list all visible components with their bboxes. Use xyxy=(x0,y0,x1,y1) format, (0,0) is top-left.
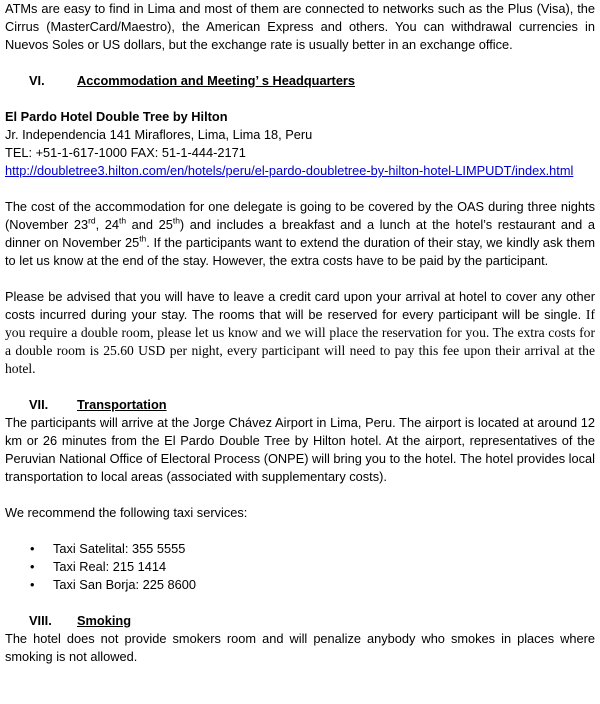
section-title: Accommodation and Meeting’ s Headquarters xyxy=(77,73,356,88)
hotel-address: Jr. Independencia 141 Miraflores, Lima, Lima 18, Peru xyxy=(5,127,313,142)
accommodation-paragraph-2: Please be advised that you will have to leave a credit card upon your arrival at hotel to cover any other costs incurred during your stay. The rooms that will be reserved for every participant will be single. If you require a double room, please let us know and we will place the reservation for you. The extra costs for a double room is 25.60 USD per night, every participant will need to pay this fee upon their arrival at the hotel. xyxy=(5,289,595,376)
section-number: VII. xyxy=(29,397,49,412)
section-heading-smoking xyxy=(5,612,595,630)
bullet-icon: • xyxy=(30,559,35,574)
taxi-list xyxy=(5,540,595,594)
list-item: • Taxi Satelital: 355 5555 xyxy=(30,541,186,556)
section-heading-accommodation xyxy=(5,72,595,90)
hotel-name: El Pardo Hotel Double Tree by Hilton xyxy=(5,109,228,124)
hotel-phone: TEL: +51-1-617-1000 FAX: 51-1-444-2171 xyxy=(5,145,246,160)
hotel-website-link[interactable]: http://doubletree3.hilton.com/en/hotels/peru/el-pardo-doubletree-by-hilton-hotel-LIMPUDT/index.html xyxy=(5,163,574,178)
bullet-icon: • xyxy=(30,541,35,556)
accommodation-paragraph-1: The cost of the accommodation for one delegate is going to be covered by the OAS during three nights (November 23rd, 24th and 25th) and includes a breakfast and a lunch at the hotel’s restaurant and a dinner on November 25th. If the participants want to extend the duration of their stay, we kindly ask them to let us know at the end of the stay. However, the extra costs have to be paid by the participant. xyxy=(5,199,595,268)
intro-paragraph: ATMs are easy to find in Lima and most of them are connected to networks such as the Plus (Visa), the Cirrus (MasterCard/Maestro), the American Express and others. You can withdrawal currencies in Nuevos Soles or US dollars, but the exchange rate is usually better in an exchange office. xyxy=(5,1,595,52)
bullet-icon: • xyxy=(30,577,35,592)
section-title: Smoking xyxy=(77,613,132,628)
transportation-paragraph-2: We recommend the following taxi services: xyxy=(5,505,248,520)
section-number: VI. xyxy=(29,73,45,88)
section-heading-transportation xyxy=(5,396,595,414)
list-item: • Taxi Real: 215 1414 xyxy=(30,559,167,574)
transportation-paragraph-1: The participants will arrive at the Jorge Chávez Airport in Lima, Peru. The airport is located at around 12 km or 26 minutes from the El Pardo Double Tree by Hilton hotel. At the airport, representatives of the Peruvian National Office of Electoral Process (ONPE) will bring you to the hotel. The hotel provides local transportation to local areas (associated with supplementary costs). xyxy=(5,415,595,484)
section-number: VIII. xyxy=(29,613,52,628)
list-item: • Taxi San Borja: 225 8600 xyxy=(30,577,196,592)
section-title: Transportation xyxy=(77,397,167,412)
document-page xyxy=(5,0,595,666)
smoking-paragraph: The hotel does not provide smokers room and will penalize anybody who smokes in places where smoking is not allowed. xyxy=(5,631,595,664)
